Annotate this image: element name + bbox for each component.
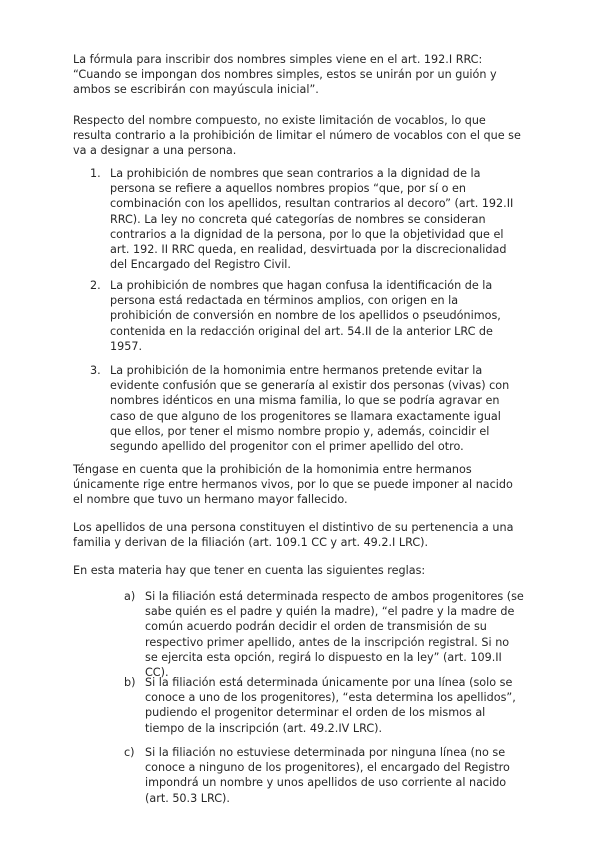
list-letter-a: a)	[124, 590, 136, 603]
list-number-1: 1.	[90, 167, 101, 180]
list-item-dignity: La prohibición de nombres que sean contrarios a la dignidad de la persona se refiere a aquellos nombres propios “que, por sí o en combinación con los apellidos, resultan contrarios al decoro” (art. 192.II RRC). La ley no concreta qué categorías de nombres se consideran contrarios a la dignidad de la persona, por lo que la objetividad que el art. 192. II RRC queda, en realidad, desvirtuada por la discrecionalidad del Encargado del Registro Civil.	[110, 167, 514, 272]
paragraph-living-siblings: Téngase en cuenta que la prohibición de la homonimia entre hermanos únicamente rige entre hermanos vivos, por lo que se puede imponer al nacido el nombre que tuvo un hermano mayor fallecido.	[73, 463, 513, 507]
list-number-3: 3.	[90, 364, 101, 377]
list-item-homonymy: La prohibición de la homonimia entre hermanos pretende evitar la evidente confusión que se generaría al existir dos personas (vivas) con nombres idénticos en una misma familia, lo que se podría agravar en caso de que alguno de los progenitores se llamara exactamente igual que ellos, por tener el mismo nombre propio y, además, coincidir el segundo apellido del progenitor con el primer apellido del otro.	[110, 364, 510, 454]
list-letter-b: b)	[124, 676, 136, 689]
list-item-no-line: Si la filiación no estuviese determinada por ninguna línea (no se conoce a ninguno de los progenitores), el encargado del Registro impondrá un nombre y unos apellidos de uso corriente al nacido (art. 50.3 LRC).	[145, 746, 510, 805]
list-number-2: 2.	[90, 279, 101, 292]
paragraph-compound-name: Respecto del nombre compuesto, no existe limitación de vocablos, lo que resulta contrario a la prohibición de limitar el número de vocablos con el que se va a designar a una persona.	[73, 114, 521, 158]
list-item-both-parents: Si la filiación está determinada respecto de ambos progenitores (se sabe quién es el padre y quién la madre), “el padre y la madre de común acuerdo podrán decidir el orden de transmisión de su respectivo primer apellido, antes de la inscripción registral. Si no se ejercita esta opción, regirá lo dispuesto en la ley” (art. 109.II CC).	[145, 590, 524, 680]
paragraph-surnames: Los apellidos de una persona constituyen el distintivo de su pertenencia a una familia y derivan de la filiación (art. 109.1 CC y art. 49.2.I LRC).	[73, 521, 514, 550]
list-letter-c: c)	[124, 746, 135, 759]
list-item-one-line: Si la filiación está determinada únicamente por una línea (solo se conoce a uno de los progenitores), “esta determina los apellidos”, pudiendo el progenitor determinar el orden de los mismos al tiempo de la inscripción (art. 49.2.IV LRC).	[145, 676, 516, 735]
list-item-confusion: La prohibición de nombres que hagan confusa la identificación de la persona está redactada en términos amplios, con origen en la prohibición de conversión en nombre de los apellidos o pseudónimos, contenida en la redacción original del art. 54.II de la anterior LRC de 1957.	[110, 279, 501, 353]
paragraph-rules-intro: En esta materia hay que tener en cuenta las siguientes reglas:	[73, 564, 426, 577]
paragraph-two-simple-names: La fórmula para inscribir dos nombres simples viene en el art. 192.I RRC: “Cuando se impongan dos nombres simples, estos se unirán por un guión y ambos se escribirán con mayúscula inicial”.	[73, 53, 497, 97]
